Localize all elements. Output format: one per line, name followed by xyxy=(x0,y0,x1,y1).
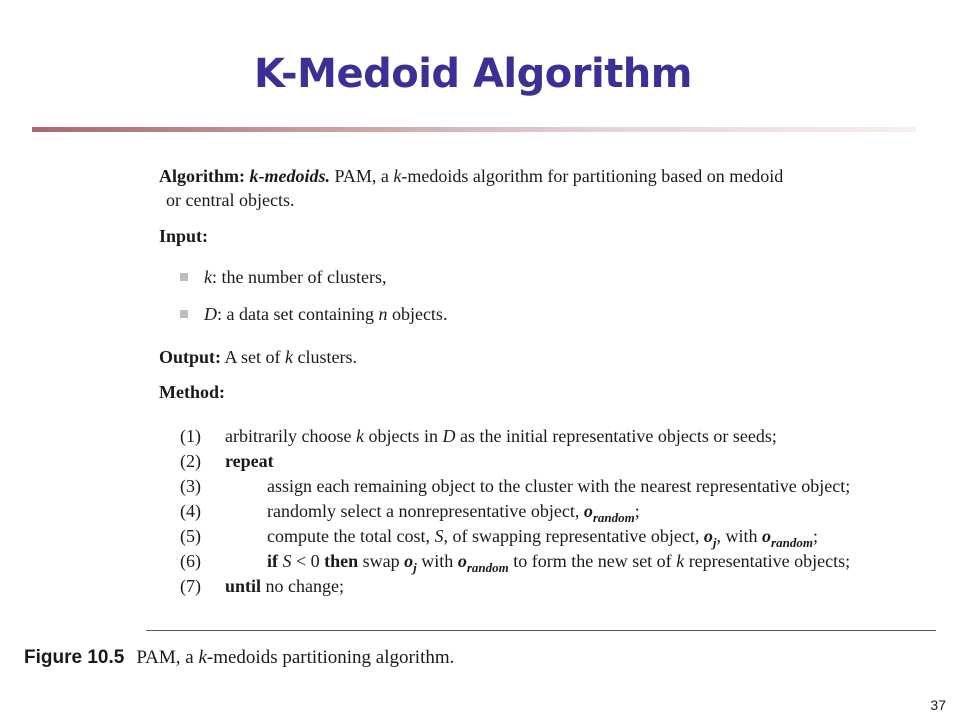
step-text: ; xyxy=(812,526,818,546)
figure-k: k xyxy=(198,647,207,668)
step-text: with xyxy=(416,551,458,571)
step-text: , with xyxy=(716,526,763,546)
input-item-var: k xyxy=(204,267,212,287)
step-var: o xyxy=(457,551,467,571)
step-text: ; xyxy=(634,501,640,521)
method-step xyxy=(180,424,777,448)
algorithm-desc-prefix: PAM, a xyxy=(334,166,394,186)
step-keyword: if xyxy=(267,551,283,571)
step-number: (2) xyxy=(180,451,201,471)
method-step xyxy=(180,474,850,498)
title-underline xyxy=(32,127,916,132)
step-number: (3) xyxy=(180,476,201,496)
input-item-text2: objects. xyxy=(387,304,448,324)
algorithm-line xyxy=(159,164,919,188)
step-var: o xyxy=(404,551,414,571)
step-text: swap xyxy=(358,551,405,571)
step-text: as the initial representative objects or seeds; xyxy=(455,426,777,446)
algorithm-label: Algorithm: xyxy=(159,166,245,186)
page-number: 37 xyxy=(930,697,946,713)
output-label: Output: xyxy=(159,347,222,367)
algorithm-desc-suffix: -medoids algorithm for partitioning based on medoid xyxy=(401,166,784,186)
step-number: (1) xyxy=(180,426,201,446)
method-step xyxy=(180,499,640,525)
step-body xyxy=(225,551,851,575)
input-label: Input: xyxy=(159,226,209,246)
step-keyword: until xyxy=(225,576,262,596)
step-body xyxy=(225,501,640,525)
step-number: (7) xyxy=(180,576,201,596)
step-subscript: j xyxy=(413,560,417,575)
step-text: objects in xyxy=(363,426,443,446)
algorithm-desc-k: k xyxy=(393,166,402,186)
input-item-var2: n xyxy=(378,304,388,324)
output-var: k xyxy=(285,347,294,367)
step-body: assign each remaining object to the cluster with the nearest representative object; xyxy=(267,476,851,496)
method-step xyxy=(180,449,274,473)
input-item-text: : a data set containing xyxy=(217,304,379,324)
algorithm-name: k-medoids. xyxy=(249,166,330,186)
step-text: < 0 xyxy=(291,551,325,571)
step-text: representative objects; xyxy=(684,551,851,571)
step-subscript: j xyxy=(712,535,717,550)
output-suffix: clusters. xyxy=(293,347,358,367)
step-body xyxy=(225,426,777,446)
algorithm-header xyxy=(159,164,919,212)
method-label: Method: xyxy=(159,382,225,402)
step-var: o xyxy=(703,526,713,546)
step-var: S xyxy=(434,526,444,546)
figure-divider xyxy=(146,630,936,631)
step-text: randomly select a nonrepresentative object, xyxy=(267,501,584,521)
step-keyword: then xyxy=(324,551,359,571)
step-var: o xyxy=(762,526,772,546)
step-subscript: random xyxy=(592,510,635,525)
step-text: , of swapping representative object, xyxy=(443,526,704,546)
method-step xyxy=(180,524,818,550)
step-subscript: random xyxy=(771,535,813,550)
step-keyword: repeat xyxy=(225,451,274,471)
step-body xyxy=(225,526,818,550)
step-subscript: random xyxy=(466,560,509,575)
step-text: compute the total cost, xyxy=(267,526,435,546)
figure-label: Figure 10.5 xyxy=(24,647,125,668)
figure-suffix: -medoids partitioning algorithm. xyxy=(206,647,455,668)
step-var: k xyxy=(355,426,364,446)
input-item xyxy=(180,265,386,289)
slide-title: K-Medoid Algorithm xyxy=(254,51,692,97)
step-var: D xyxy=(442,426,456,446)
method-step xyxy=(180,574,344,598)
bullet-square-icon xyxy=(180,310,188,318)
figure-caption xyxy=(24,645,454,671)
step-var: S xyxy=(282,551,292,571)
step-var: o xyxy=(583,501,593,521)
method-step xyxy=(180,549,850,575)
bullet-square-icon xyxy=(180,273,188,281)
output-line xyxy=(159,345,357,369)
algorithm-desc-cont: or central objects. xyxy=(166,190,295,210)
step-text: arbitrarily choose xyxy=(225,426,356,446)
output-prefix: A set of xyxy=(224,347,286,367)
step-number: (6) xyxy=(180,551,201,571)
step-number: (5) xyxy=(180,526,201,546)
step-text: no change; xyxy=(261,576,344,596)
input-item-var: D xyxy=(204,304,217,324)
step-body xyxy=(225,576,344,596)
step-text: to form the new set of xyxy=(508,551,677,571)
step-number: (4) xyxy=(180,501,201,521)
input-item-text: : the number of clusters, xyxy=(212,267,387,287)
figure-prefix: PAM, a xyxy=(136,647,199,668)
step-var: k xyxy=(676,551,685,571)
input-item xyxy=(180,302,447,326)
